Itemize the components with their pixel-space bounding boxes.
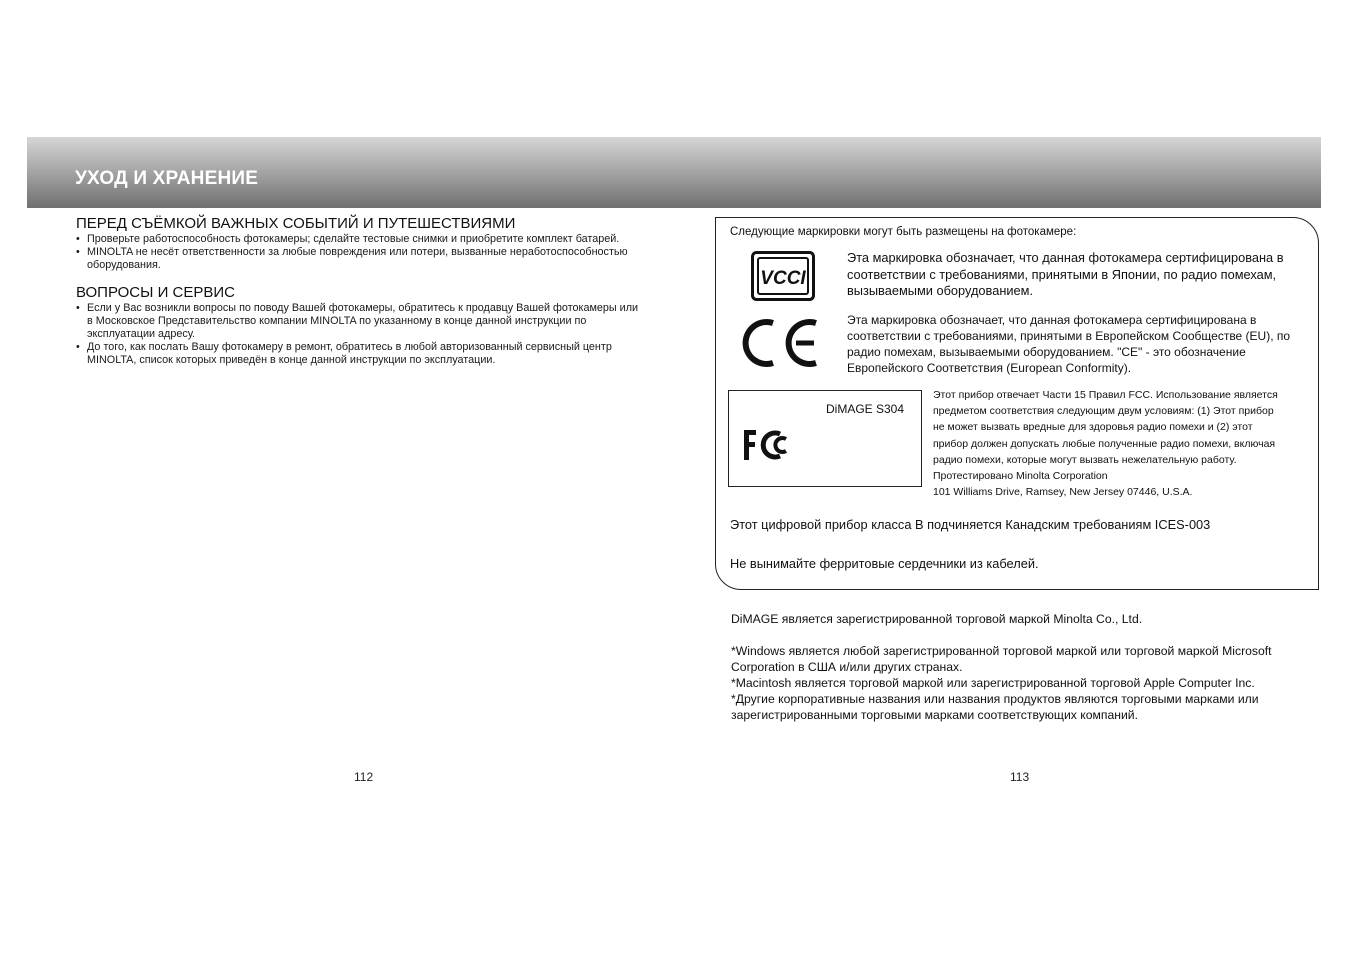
fcc-line: не может вызвать вредные для здоровья радио помехи и (2) этот: [933, 421, 1253, 434]
vcci-description: Эта маркировка обозначает, что данная фотокамера сертифицирована в соответствии с требованиями, принятыми в Японии, по радио помехам, вызываемыми оборудованием.: [847, 250, 1284, 298]
list-item: • MINOLTA не несёт ответственности за любые повреждения или потери, вызванные неработоспособностью оборудования.: [76, 246, 646, 272]
fcc-statement: [933, 387, 1311, 500]
trademark-dimage: DiMAGE является зарегистрированной торговой маркой Minolta Co., Ltd.: [731, 612, 1143, 626]
fcc-model-name: DiMAGE S304: [826, 402, 905, 416]
page-title: УХОД И ХРАНЕНИЕ: [75, 168, 259, 189]
header-band: [27, 137, 1321, 208]
trademark-others: *Другие корпоративные названия или названия продуктов являются торговыми марками или зарегистрированными торговыми марками соответствующих компаний.: [731, 692, 1259, 722]
ferrite-warning: Не вынимайте ферритовые сердечники из кабелей.: [730, 556, 1039, 571]
fcc-line: 101 Williams Drive, Ramsey, New Jersey 07446, U.S.A.: [933, 486, 1193, 499]
fcc-logo-icon: [742, 428, 788, 462]
section-heading-service: ВОПРОСЫ И СЕРВИС: [76, 284, 235, 301]
spacer: [731, 627, 1311, 643]
fcc-line: радио помехи, которые могут вызвать нежелательную работу.: [933, 453, 1237, 466]
fcc-line: прибор должен допускать любые полученные радио помехи, включая: [933, 437, 1276, 450]
trademark-macintosh: *Macintosh является торговой маркой или зарегистрированной торговой Apple Computer Inc.: [731, 676, 1255, 690]
list-item: • Если у Вас возникли вопросы по поводу Вашей фотокамеры, обратитесь к продавцу Вашей фотокамеры или в Московское Представительство компании MINOLTA по указанному в конце данной инструкции по эксплуатации адресу.: [76, 302, 646, 341]
ce-logo-icon: [742, 315, 820, 371]
section-heading-travel: ПЕРЕД СЪЁМКОЙ ВАЖНЫХ СОБЫТИЙ И ПУТЕШЕСТВИЯМИ: [76, 215, 516, 232]
markings-intro: Следующие маркировки могут быть размещены на фотокамере:: [730, 226, 1077, 238]
page-number-left: 112: [354, 770, 374, 784]
ce-description: Эта маркировка обозначает, что данная фотокамера сертифицирована в соответствии с требованиями, принятыми в Европейском Сообществе (EU), по радио помехам, вызываемыми оборудованием. "CE" - это обозначение Европейского Соответствия (European Conformity).: [847, 313, 1291, 375]
fcc-label-box: [728, 390, 922, 487]
trademark-windows: *Windows является любой зарегистрированной торговой маркой или торговой маркой Microsoft Corporation в США и/или других странах.: [731, 644, 1272, 674]
fcc-line: Протестировано Minolta Corporation: [933, 470, 1108, 483]
vcci-logo-icon: [751, 251, 815, 301]
list-item: • Проверьте работоспособность фотокамеры; сделайте тестовые снимки и приобретите комплект батарей.: [76, 233, 646, 246]
fcc-line: предметом соответствия следующим двум условиям: (1) Этот прибор: [933, 405, 1274, 418]
trademarks-block: [731, 611, 1311, 723]
svg-text:VCCI: VCCI: [760, 268, 806, 289]
ices-statement: Этот цифровой прибор класса B подчиняется Канадским требованиям ICES-003: [730, 517, 1211, 532]
list-item: • До того, как послать Вашу фотокамеру в ремонт, обратитесь в любой авторизованный сервисный центр MINOLTA, список которых приведён в конце данной инструкции по эксплуатации.: [76, 341, 646, 367]
page-number-right: 113: [1010, 770, 1030, 784]
service-bullet-list: [76, 302, 646, 367]
travel-bullet-list: [76, 233, 646, 272]
left-page-content: [76, 215, 646, 367]
fcc-line: Этот прибор отвечает Части 15 Правил FCC. Использование является: [933, 389, 1278, 401]
